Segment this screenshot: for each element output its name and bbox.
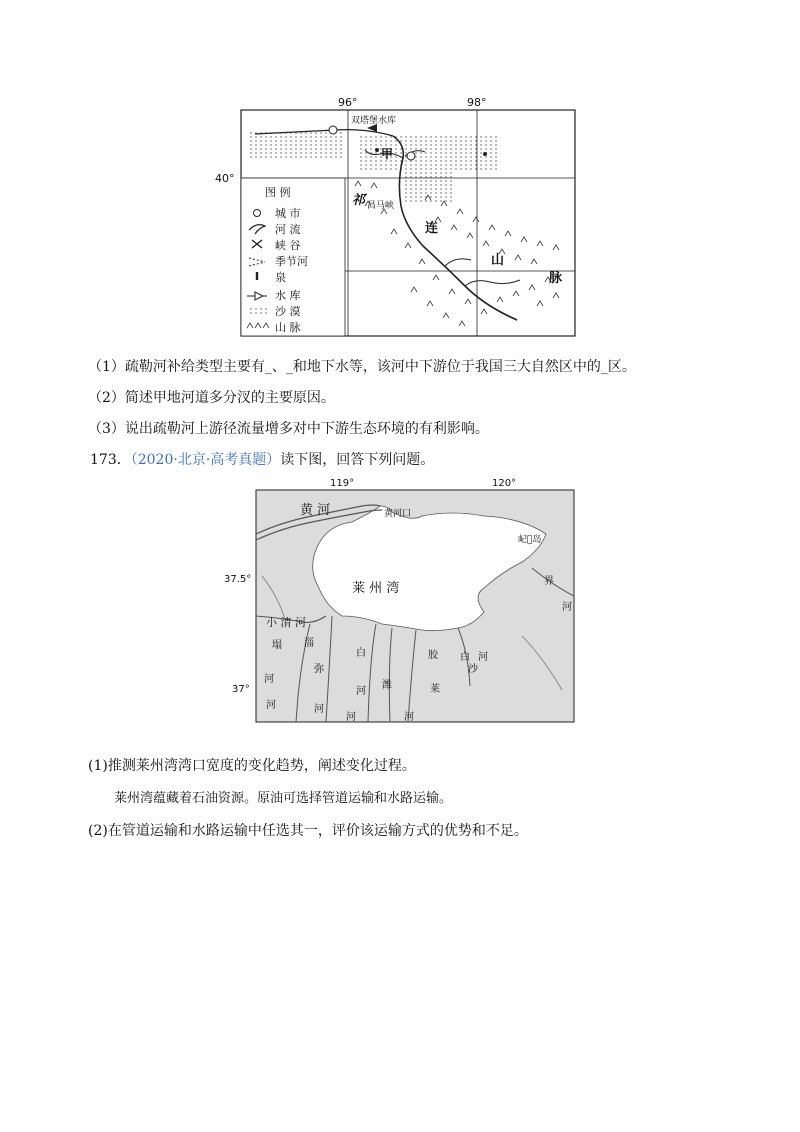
spring-marker-2 — [483, 152, 487, 156]
question-prompt: 读下图，回答下列问题。 — [280, 452, 435, 468]
lon-98-label: 98° — [467, 96, 487, 109]
huanghe-label: 黄 河 — [300, 503, 331, 518]
question-3: （3）说出疏勒河上游径流量增多对中下游生态环境的有利影响。 — [88, 421, 489, 437]
river-char-he-6: 河 — [478, 652, 488, 663]
river-char-xin: 塌 — [272, 640, 282, 651]
lat-40-label: 40° — [215, 172, 235, 185]
legend-label-reservoir: 水 库 — [275, 289, 301, 302]
mountain-char-mai: 脉 — [549, 271, 563, 286]
river-char-zi: 淄 — [304, 638, 314, 649]
river-char-wei: 潍 — [382, 680, 392, 691]
lat-375-label: 37.5° — [224, 574, 252, 585]
desert-icon — [247, 306, 267, 314]
question-173-2: (2)在管道运输和水路运输中任选其一，评价该运输方式的优势和不足。 — [88, 823, 528, 839]
place-changmaxia-label: 昌马峡 — [367, 201, 395, 211]
river-char-lai: 莱 — [430, 684, 440, 695]
river-char-he-7: 河 — [562, 602, 572, 613]
question-173-header — [90, 450, 434, 470]
desert-area-west — [249, 132, 344, 158]
legend-label-seasonal-river: 季节河 — [275, 255, 308, 268]
river-char-jiao: 胶 — [428, 650, 438, 661]
legend-label-mountain: 山 脉 — [275, 321, 301, 334]
question-2: （2）简述甲地河道多分汊的主要原因。 — [88, 390, 335, 406]
question-173-note: 莱州湾蕴藏着石油资源。原油可选择管道运输和水路运输。 — [114, 791, 453, 806]
laizhou-bay-map — [222, 476, 578, 724]
desert-area-south — [405, 172, 455, 202]
river-char-he-4: 河 — [356, 686, 366, 697]
question-number: 173． — [90, 452, 131, 468]
lon-96-label: 96° — [338, 96, 358, 109]
spring-marker-1 — [375, 148, 379, 152]
river-char-mi: 弥 — [314, 664, 324, 675]
legend-label-river: 河 流 — [275, 223, 301, 236]
xiaoqinghe-label: 小 清 河 — [266, 616, 306, 629]
river-char-jie: 界 — [544, 576, 554, 587]
mountain-char-shan: 山 — [491, 253, 505, 268]
mountain-char-qi: 祁 — [352, 193, 366, 208]
lon-120-label: 120° — [492, 478, 517, 489]
legend-label-city: 城 市 — [275, 207, 301, 220]
river-char-he-3: 河 — [346, 712, 356, 723]
map-legend — [241, 178, 345, 336]
huanghekou-label: 黄河口 — [384, 509, 412, 519]
diaolongzui-label: 屺𡶴岛 — [518, 535, 542, 545]
river-char-he-2: 河 — [314, 704, 324, 715]
laizhouwan-label: 莱 州 湾 — [352, 581, 400, 596]
city-jia-marker — [407, 152, 415, 160]
river-char-bai-2: 白 — [460, 652, 470, 663]
legend-label-desert: 沙 漠 — [275, 305, 301, 318]
river-char-sha: 沙 — [468, 664, 478, 675]
legend-label-spring: 泉 — [275, 271, 286, 284]
city-west-marker — [329, 126, 337, 134]
mountain-char-lian: 连 — [425, 221, 439, 236]
river-char-bai: 白 — [356, 648, 366, 659]
city-circle-icon — [254, 210, 261, 217]
shule-river-map — [215, 96, 585, 342]
river-char-ta: 河 — [264, 674, 274, 685]
question-1: （1）疏勒河补给类型主要有_、_和地下水等，该河中下游位于我国三大自然区中的_区。 — [88, 359, 636, 375]
lat-37-label: 37° — [232, 684, 250, 695]
legend-label-gorge: 峡 谷 — [275, 239, 301, 252]
river-char-he-1: 河 — [266, 700, 276, 711]
lon-119-label: 119° — [330, 478, 355, 489]
reservoir-label: 双塔堡水库 — [351, 116, 397, 126]
question-source-link[interactable]: （2020·北京·高考真题） — [130, 452, 281, 468]
question-173-1: (1)推测莱州湾湾口宽度的变化趋势，阐述变化过程。 — [88, 758, 416, 774]
river-char-he-5: 河 — [404, 712, 414, 723]
place-jia-label: 甲 — [381, 147, 394, 161]
legend-title: 图 例 — [265, 186, 291, 199]
